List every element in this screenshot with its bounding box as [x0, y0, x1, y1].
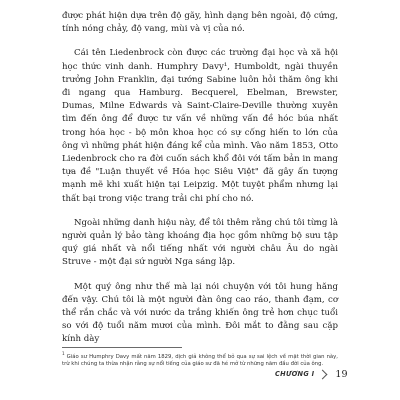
paragraph-2: Cái tên Liedenbrock còn được các trường đại học và xã hội học thức vinh danh. Humphry Davy¹, Humboldt, ngài thuyền trưởng John Franklin, đại tướng Sabine luôn hỏi thăm ông khi đi ngang qua Hamburg. Becquerel, Ebelman, Brewster, Dumas, Milne Edwards và Saint-Claire-Deville thường xuyên tìm đến ông để được tư vấn về những vấn đề hóc búa nhất trong hóa học - bộ môn khoa học có sự cống hiến to lớn của ông vì những phát hiện đáng kể của mình. Vào năm 1853, Otto Liedenbrock cho ra đời cuốn sách khổ đôi với tấm bản in mang tựa đề "Luận thuyết về Hóa học Siêu Việt" đã gây ấn tượng mạnh mẽ khi xuất hiện tại Leipzig. Một tuyệt phẩm nhưng lại thất bại trong việc trang trải chi phí cho nó. — [62, 48, 338, 204]
footnote-marker: 1 — [62, 351, 65, 356]
paragraph-4: Một quý ông như thế mà lại nói chuyện với tôi hung hăng đến vậy. Chú tôi là một người đàn ông cao ráo, thanh đạm, cơ thể rắn chắc và với nước da trắng khiến ông trẻ hơn chục tuổi so với độ tuổi năm mươi của mình. Đôi mắt to đằng sau cặp kính dày — [62, 281, 338, 345]
footnote-divider — [62, 347, 182, 348]
page-folio — [275, 366, 348, 382]
chapter-label: CHƯƠNG I — [275, 370, 315, 378]
page-number: 19 — [335, 368, 348, 380]
body-text — [62, 10, 338, 347]
paragraph-3: Ngoài những danh hiệu này, để tôi thêm rằng chú tôi từng là người quản lý bảo tàng khoáng địa học gồm những bộ sưu tập quý giá nhất và nổi tiếng nhất với người châu Âu do ngài Struve - một đại sứ người Nga sáng lập. — [62, 217, 338, 268]
footnote-text: Giáo sư Humphry Davy mất năm 1829, dịch giả không thể bỏ qua sự sai lệch về mặt thời gian này, trừ khi chúng ta thừa nhận rằng sự nổi tiếng của giáo sư đã hé mở từ những năm đầu đời của ông. — [62, 353, 338, 367]
chevron-right-icon — [318, 369, 328, 379]
paragraph-1: được phát hiện dựa trên độ gãy, hình dạng bên ngoài, độ cứng, tính nóng chảy, độ vang, mùi và vị của nó. — [62, 11, 338, 35]
